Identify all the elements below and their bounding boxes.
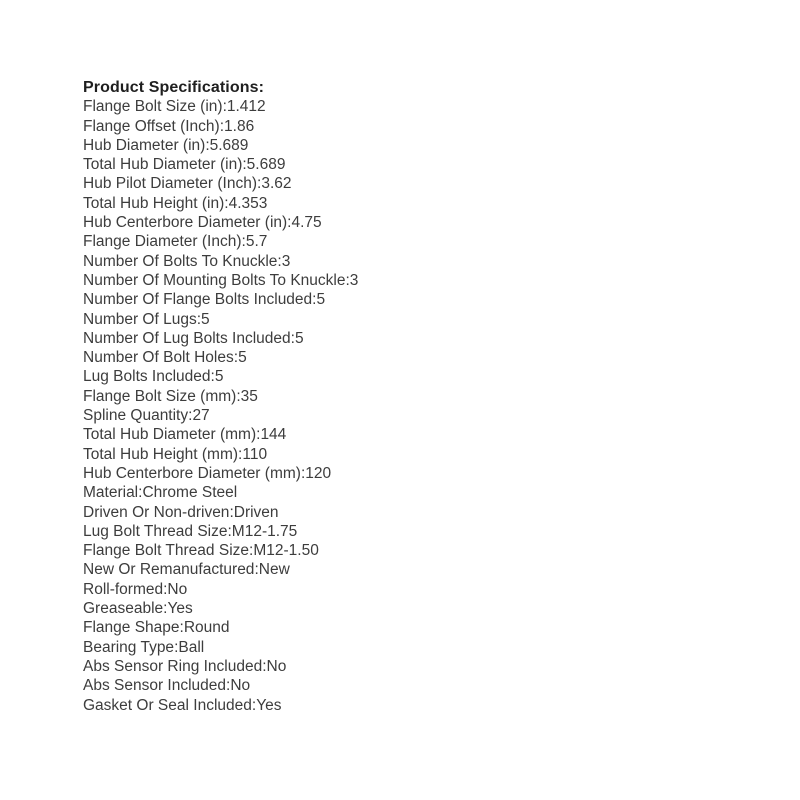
spec-line	[83, 213, 760, 232]
spec-label: Flange Diameter (Inch)	[83, 233, 242, 251]
spec-separator: :	[277, 252, 282, 270]
spec-label: Abs Sensor Included	[83, 677, 227, 695]
spec-value: Yes	[167, 600, 193, 618]
spec-label: Flange Shape	[83, 619, 180, 637]
spec-separator: :	[163, 580, 168, 598]
spec-label: Greaseable	[83, 600, 164, 618]
spec-separator: :	[345, 271, 350, 289]
spec-separator: :	[196, 310, 202, 328]
spec-value: 5.7	[245, 233, 268, 251]
spec-label: Number Of Lugs	[83, 310, 197, 328]
spec-line	[83, 290, 760, 309]
spec-line	[83, 483, 760, 502]
spec-separator: :	[210, 368, 215, 386]
spec-label: Number Of Bolt Holes	[83, 349, 234, 367]
spec-value: 110	[242, 445, 268, 463]
spec-line	[83, 348, 760, 367]
spec-label: Flange Bolt Size (mm)	[83, 387, 237, 405]
spec-separator: :	[174, 638, 179, 656]
spec-separator: :	[229, 503, 234, 521]
spec-label: Number Of Mounting Bolts To Knuckle	[83, 271, 346, 289]
spec-label: Bearing Type	[83, 638, 175, 656]
spec-value: M12-1.75	[231, 522, 298, 540]
spec-label: Material	[83, 484, 139, 502]
spec-line	[83, 445, 760, 464]
spec-value: 5	[294, 329, 304, 347]
spec-separator: :	[256, 426, 261, 444]
spec-separator: :	[227, 522, 232, 540]
spec-label: Roll-formed	[83, 580, 164, 598]
spec-label: Number Of Flange Bolts Included	[83, 291, 313, 309]
spec-line	[83, 696, 760, 715]
spec-label: Driven Or Non-driven	[83, 503, 230, 521]
spec-line	[83, 560, 760, 579]
spec-value: 1.412	[226, 98, 266, 116]
spec-line	[83, 387, 760, 406]
spec-separator: :	[251, 696, 257, 714]
spec-value: 5.689	[246, 156, 286, 174]
spec-line	[83, 522, 760, 541]
spec-value: 144	[260, 426, 287, 444]
spec-line	[83, 638, 760, 657]
spec-line	[83, 97, 760, 116]
spec-line	[83, 657, 760, 676]
spec-separator: :	[233, 349, 239, 367]
spec-label: Flange Bolt Size (in)	[83, 98, 223, 116]
spec-line	[83, 464, 760, 483]
page-title: Product Specifications:	[83, 79, 264, 96]
spec-label: Lug Bolts Included	[83, 368, 211, 386]
spec-line	[83, 406, 760, 425]
spec-separator: :	[254, 561, 259, 579]
spec-separator: :	[300, 464, 306, 482]
spec-value: Round	[183, 619, 230, 637]
spec-label: Hub Diameter (in)	[83, 136, 206, 154]
spec-separator: :	[238, 445, 243, 463]
spec-label: New Or Remanufactured	[83, 561, 255, 579]
spec-value: 5	[316, 291, 326, 309]
spec-label: Gasket Or Seal Included	[83, 696, 252, 714]
spec-line	[83, 310, 760, 329]
spec-line	[83, 503, 760, 522]
spec-line	[83, 541, 760, 560]
spec-value: 35	[240, 387, 258, 405]
spec-line	[83, 329, 760, 348]
spec-value: 27	[192, 407, 210, 425]
spec-value: 3	[281, 252, 291, 270]
spec-line	[83, 232, 760, 251]
spec-value: 3.62	[261, 175, 292, 193]
spec-line	[83, 618, 760, 637]
spec-value: 4.75	[291, 214, 322, 232]
spec-separator: :	[257, 175, 262, 193]
spec-label: Hub Centerbore Diameter (mm)	[83, 464, 301, 482]
spec-value: M12-1.50	[253, 542, 319, 560]
spec-label: Number Of Bolts To Knuckle	[83, 252, 278, 270]
spec-line	[83, 117, 760, 136]
spec-value: 3	[349, 271, 359, 289]
spec-line	[83, 367, 760, 386]
spec-value: Chrome Steel	[142, 484, 238, 502]
spec-value: 120	[305, 464, 332, 482]
spec-separator: :	[138, 484, 143, 502]
spec-label: Total Hub Height (in)	[83, 194, 225, 212]
spec-value: New	[258, 561, 290, 579]
spec-separator: :	[312, 291, 317, 309]
spec-line	[83, 252, 760, 271]
spec-separator: :	[163, 600, 168, 618]
spec-label: Hub Pilot Diameter (Inch)	[83, 175, 258, 193]
spec-value: 4.353	[228, 194, 268, 212]
spec-value: 5	[214, 368, 224, 386]
spec-separator: :	[236, 387, 241, 405]
spec-label: Flange Bolt Thread Size	[83, 542, 250, 560]
spec-label: Abs Sensor Ring Included	[83, 657, 263, 675]
spec-value: No	[167, 580, 188, 598]
spec-value: Driven	[233, 503, 279, 521]
spec-value: No	[266, 657, 287, 675]
spec-value: 1.86	[224, 117, 255, 135]
spec-line	[83, 580, 760, 599]
spec-value: Yes	[256, 696, 282, 714]
spec-label: Total Hub Diameter (in)	[83, 156, 243, 174]
spec-label: Hub Centerbore Diameter (in)	[83, 214, 288, 232]
spec-label: Spline Quantity	[83, 407, 189, 425]
spec-separator: :	[262, 657, 267, 675]
spec-separator: :	[224, 194, 229, 212]
spec-label: Flange Offset (Inch)	[83, 117, 220, 135]
spec-line	[83, 174, 760, 193]
spec-separator: :	[179, 619, 184, 637]
spec-separator: :	[226, 677, 231, 695]
spec-separator: :	[249, 542, 254, 560]
spec-line	[83, 676, 760, 695]
spec-label: Number Of Lug Bolts Included	[83, 329, 291, 347]
spec-line	[83, 155, 760, 174]
spec-separator: :	[287, 214, 292, 232]
spec-separator: :	[241, 233, 246, 251]
spec-label: Lug Bolt Thread Size	[83, 522, 228, 540]
spec-value: 5	[238, 349, 247, 367]
spec-line	[83, 271, 760, 290]
spec-line	[83, 599, 760, 618]
spec-line	[83, 136, 760, 155]
spec-list	[83, 97, 760, 715]
spec-line	[83, 425, 760, 444]
spec-separator: :	[290, 329, 295, 347]
spec-separator: :	[222, 98, 227, 116]
spec-separator: :	[242, 156, 247, 174]
spec-label: Total Hub Height (mm)	[83, 445, 239, 463]
spec-separator: :	[205, 136, 210, 154]
spec-label: Total Hub Diameter (mm)	[83, 426, 257, 444]
spec-value: No	[230, 677, 251, 695]
spec-value: 5	[201, 310, 210, 328]
spec-separator: :	[188, 407, 193, 425]
spec-line	[83, 194, 760, 213]
spec-value: Ball	[178, 638, 205, 656]
spec-value: 5.689	[209, 136, 249, 154]
spec-separator: :	[219, 117, 225, 135]
